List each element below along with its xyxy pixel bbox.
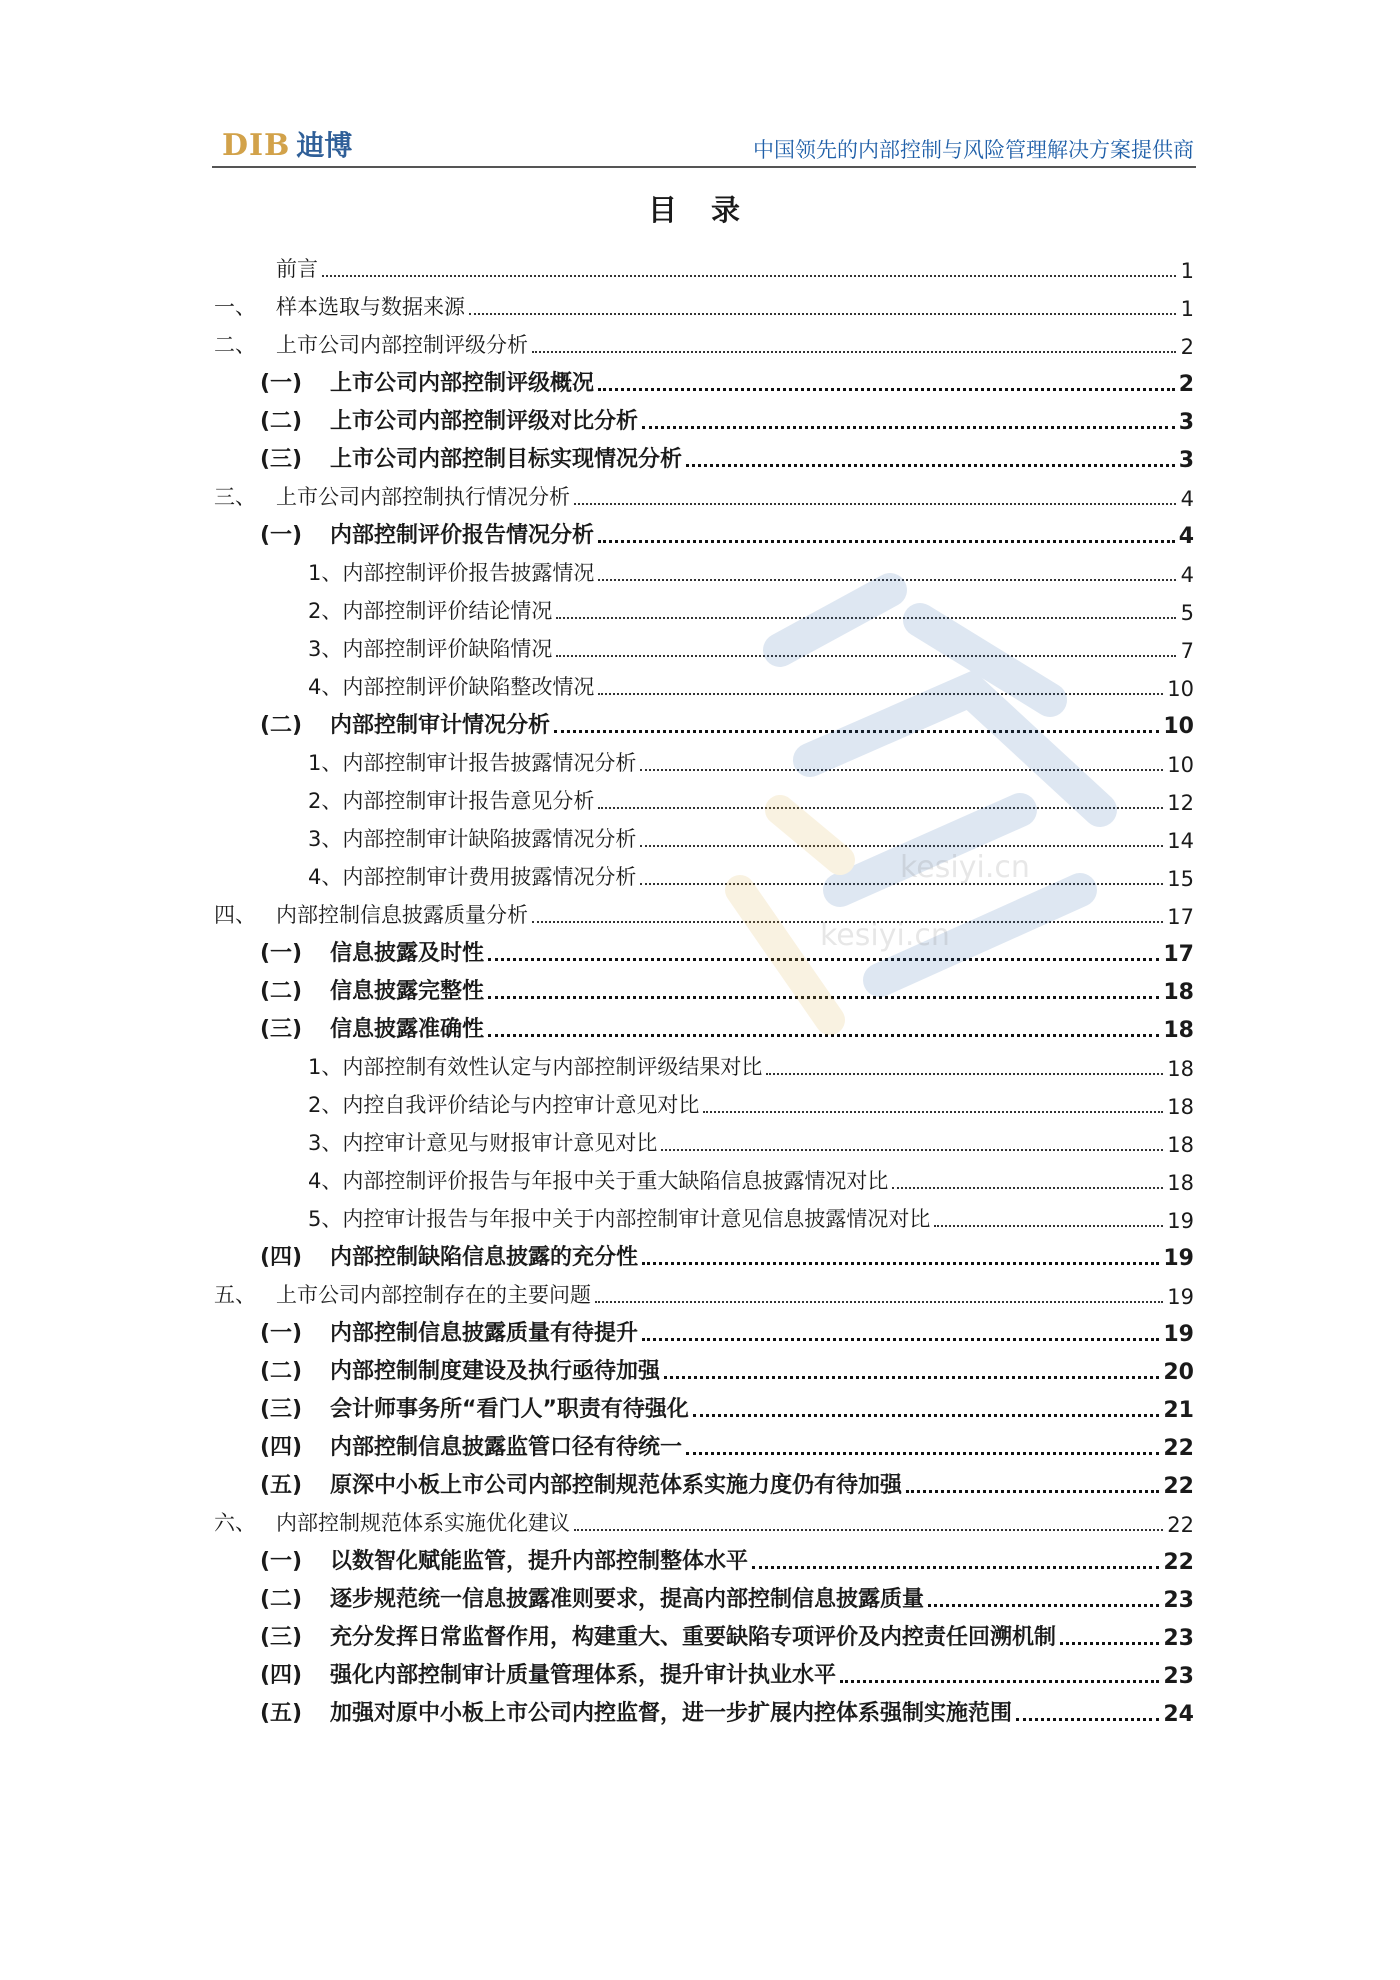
toc-entry-number: (四) <box>260 1435 303 1460</box>
toc-leader-dots <box>752 1566 1159 1569</box>
watermark-url: kesiyi.cn <box>820 918 950 953</box>
toc-entry-page: 21 <box>1163 1398 1194 1423</box>
toc-leader-dots <box>598 807 1163 809</box>
toc-leader-dots <box>686 1452 1159 1455</box>
toc-entry[interactable] <box>214 1423 1194 1461</box>
toc-leader-dots <box>598 693 1163 695</box>
toc-entry[interactable] <box>214 1613 1194 1651</box>
header-tagline: 中国领先的内部控制与风险管理解决方案提供商 <box>753 138 1194 162</box>
toc-entry-title: 内部控制信息披露监管口径有待统一 <box>330 1435 683 1460</box>
toc-leader-dots <box>892 1187 1163 1189</box>
toc-entry-title: 3、内部控制评价缺陷情况 <box>308 637 553 661</box>
toc-entry-title: 前言 <box>276 257 318 281</box>
toc-leader-dots <box>640 845 1163 847</box>
toc-entry-title: 内部控制评价报告情况分析 <box>330 523 595 548</box>
toc-entry[interactable] <box>214 1195 1194 1233</box>
toc-entry-number: (二) <box>260 713 303 738</box>
toc-entry-title: 1、内部控制有效性认定与内部控制评级结果对比 <box>308 1055 763 1079</box>
toc-entry[interactable] <box>214 1689 1194 1727</box>
toc-entry-number: (二) <box>260 409 303 434</box>
toc-entry[interactable] <box>214 1347 1194 1385</box>
toc-entry-number: 一、 <box>214 295 256 319</box>
logo-chinese-text: 迪博 <box>296 129 353 162</box>
toc-entry-page: 19 <box>1167 1209 1194 1233</box>
toc-leader-dots <box>556 617 1176 619</box>
toc-entry-page: 10 <box>1167 753 1194 777</box>
toc-entry-title: 3、内控审计意见与财报审计意见对比 <box>308 1131 658 1155</box>
toc-entry-page: 3 <box>1178 410 1194 435</box>
toc-entry-number: (三) <box>260 1017 303 1042</box>
toc-leader-dots <box>574 503 1176 505</box>
toc-entry-title: 1、内部控制评价报告披露情况 <box>308 561 595 585</box>
toc-entry[interactable] <box>214 473 1194 511</box>
toc-entry[interactable] <box>214 397 1194 435</box>
toc-entry-page: 7 <box>1180 639 1194 663</box>
toc-entry-title: 以数智化赋能监管，提升内部控制整体水平 <box>330 1549 749 1574</box>
toc-entry-number: (一) <box>260 371 303 396</box>
toc-entry-title: 上市公司内部控制存在的主要问题 <box>276 1283 591 1307</box>
toc-leader-dots <box>664 1376 1159 1379</box>
toc-entry-page: 2 <box>1180 335 1194 359</box>
toc-entry-page: 15 <box>1167 867 1194 891</box>
toc-entry[interactable] <box>214 1157 1194 1195</box>
toc-entry[interactable] <box>214 1499 1194 1537</box>
toc-entry-page: 19 <box>1163 1246 1194 1271</box>
toc-entry-title: 原深中小板上市公司内部控制规范体系实施力度仍有待加强 <box>330 1473 903 1498</box>
toc-entry-page: 24 <box>1163 1702 1194 1727</box>
page-header <box>212 122 1196 168</box>
toc-leader-dots <box>598 579 1176 581</box>
toc-leader-dots <box>488 1034 1159 1037</box>
toc-leader-dots <box>532 351 1176 353</box>
toc-entry[interactable] <box>214 967 1194 1005</box>
toc-entry-page: 19 <box>1167 1285 1194 1309</box>
toc-leader-dots <box>840 1680 1159 1683</box>
toc-leader-dots <box>686 464 1175 467</box>
toc-entry-title: 内部控制制度建设及执行亟待加强 <box>330 1359 661 1384</box>
toc-entry[interactable] <box>214 1651 1194 1689</box>
toc-entry-page: 22 <box>1163 1436 1194 1461</box>
toc-entry-page: 17 <box>1167 905 1194 929</box>
toc-leader-dots <box>934 1225 1163 1227</box>
toc-entry-page: 18 <box>1167 1133 1194 1157</box>
toc-entry-title: 4、内部控制审计费用披露情况分析 <box>308 865 637 889</box>
toc-entry-number: (一) <box>260 523 303 548</box>
toc-entry[interactable] <box>214 1043 1194 1081</box>
toc-leader-dots <box>906 1490 1159 1493</box>
toc-entry-number: (二) <box>260 979 303 1004</box>
toc-leader-dots <box>1060 1642 1159 1645</box>
toc-entry-number: (三) <box>260 1397 303 1422</box>
toc-entry-number: (二) <box>260 1587 303 1612</box>
toc-leader-dots <box>642 1338 1159 1341</box>
toc-entry[interactable] <box>214 321 1194 359</box>
toc-entry[interactable] <box>214 853 1194 891</box>
toc-entry-title: 逐步规范统一信息披露准则要求，提高内部控制信息披露质量 <box>330 1587 925 1612</box>
toc-leader-dots <box>556 655 1176 657</box>
toc-entry[interactable] <box>214 1309 1194 1347</box>
toc-leader-dots <box>488 958 1159 961</box>
toc-entry-page: 3 <box>1178 448 1194 473</box>
toc-leader-dots <box>595 1301 1163 1303</box>
toc-entry-title: 4、内部控制评价缺陷整改情况 <box>308 675 595 699</box>
toc-entry[interactable] <box>214 929 1194 967</box>
toc-entry-page: 10 <box>1167 677 1194 701</box>
toc-leader-dots <box>766 1073 1163 1075</box>
toc-entry-page: 12 <box>1167 791 1194 815</box>
toc-entry-page: 20 <box>1163 1360 1194 1385</box>
toc-leader-dots <box>574 1529 1163 1531</box>
toc-entry-page: 18 <box>1167 1095 1194 1119</box>
toc-entry-page: 18 <box>1163 980 1194 1005</box>
toc-entry-number: (三) <box>260 447 303 472</box>
toc-entry-title: 会计师事务所“看门人”职责有待强化 <box>330 1397 689 1422</box>
toc-entry-number: (二) <box>260 1359 303 1384</box>
toc-title: 目 录 <box>647 193 753 227</box>
toc-leader-dots <box>488 996 1159 999</box>
toc-entry[interactable] <box>214 777 1194 815</box>
toc-entry-number: (五) <box>260 1701 303 1726</box>
toc-leader-dots <box>693 1414 1159 1417</box>
toc-entry[interactable] <box>214 1081 1194 1119</box>
toc-entry-title: 强化内部控制审计质量管理体系，提升审计执业水平 <box>330 1663 837 1688</box>
toc-entry[interactable] <box>214 1461 1194 1499</box>
toc-entry-title: 上市公司内部控制执行情况分析 <box>276 485 570 509</box>
toc-entry-page: 14 <box>1167 829 1194 853</box>
toc-leader-dots <box>640 769 1163 771</box>
toc-entry[interactable] <box>214 1385 1194 1423</box>
toc-entry-title: 内部控制信息披露质量分析 <box>276 903 528 927</box>
toc-entry[interactable] <box>214 549 1194 587</box>
toc-entry-title: 2、内部控制审计报告意见分析 <box>308 789 595 813</box>
toc-entry-title: 充分发挥日常监督作用，构建重大、重要缺陷专项评价及内控责任回溯机制 <box>330 1625 1057 1650</box>
toc-entry-title: 4、内部控制评价报告与年报中关于重大缺陷信息披露情况对比 <box>308 1169 889 1193</box>
toc-entry-number: 三、 <box>214 485 256 509</box>
toc-leader-dots <box>554 730 1159 733</box>
toc-entry-page: 4 <box>1178 524 1194 549</box>
toc-entry[interactable] <box>214 359 1194 397</box>
watermark-url: kesiyi.cn <box>900 850 1030 885</box>
toc-entry-title: 信息披露完整性 <box>330 979 485 1004</box>
toc-entry-page: 18 <box>1163 1018 1194 1043</box>
toc-leader-dots <box>642 1262 1159 1265</box>
toc-leader-dots <box>469 313 1176 315</box>
toc-entry[interactable] <box>214 1233 1194 1271</box>
toc-leader-dots <box>322 275 1176 277</box>
toc-entry[interactable] <box>214 739 1194 777</box>
toc-leader-dots <box>661 1149 1163 1151</box>
toc-entry-title: 内部控制审计情况分析 <box>330 713 551 738</box>
toc-entry-title: 内部控制缺陷信息披露的充分性 <box>330 1245 639 1270</box>
toc-entry-page: 22 <box>1163 1550 1194 1575</box>
toc-entry-page: 23 <box>1163 1588 1194 1613</box>
toc-entry-title: 3、内部控制审计缺陷披露情况分析 <box>308 827 637 851</box>
toc-leader-dots <box>642 426 1175 429</box>
toc-entry-page: 1 <box>1180 297 1194 321</box>
toc-entry[interactable] <box>214 815 1194 853</box>
toc-entry-number: 六、 <box>214 1511 256 1535</box>
toc-entry-page: 2 <box>1178 372 1194 397</box>
toc-entry-number: 五、 <box>214 1283 256 1307</box>
toc-entry[interactable] <box>214 663 1194 701</box>
toc-entry[interactable] <box>214 1271 1194 1309</box>
toc-entry-title: 信息披露准确性 <box>330 1017 485 1042</box>
toc-entry-title: 样本选取与数据来源 <box>276 295 465 319</box>
toc-entry-title: 1、内部控制审计报告披露情况分析 <box>308 751 637 775</box>
toc-entry-title: 信息披露及时性 <box>330 941 485 966</box>
toc-entry-title: 上市公司内部控制目标实现情况分析 <box>330 447 683 472</box>
toc-entry-page: 22 <box>1167 1513 1194 1537</box>
toc-entry[interactable] <box>214 587 1194 625</box>
toc-entry-page: 18 <box>1167 1057 1194 1081</box>
toc-entry-title: 加强对原中小板上市公司内控监督，进一步扩展内控体系强制实施范围 <box>330 1701 1013 1726</box>
toc-entry-number: (三) <box>260 1625 303 1650</box>
toc-leader-dots <box>598 388 1175 391</box>
toc-entry-page: 4 <box>1180 487 1194 511</box>
toc-entry-title: 2、内控自我评价结论与内控审计意见对比 <box>308 1093 700 1117</box>
toc-entry-page: 18 <box>1167 1171 1194 1195</box>
toc-entry[interactable] <box>214 1119 1194 1157</box>
toc-entry[interactable] <box>214 1005 1194 1043</box>
toc-entry[interactable] <box>214 701 1194 739</box>
toc-entry[interactable] <box>214 283 1194 321</box>
toc-entry-number: (四) <box>260 1663 303 1688</box>
toc-entry[interactable] <box>214 891 1194 929</box>
toc-entry[interactable] <box>214 245 1194 283</box>
toc-entry-number: (一) <box>260 941 303 966</box>
toc-entry-page: 4 <box>1180 563 1194 587</box>
toc-entry-page: 10 <box>1163 714 1194 739</box>
toc-entry-title: 上市公司内部控制评级分析 <box>276 333 528 357</box>
toc-entry[interactable] <box>214 1537 1194 1575</box>
toc-entry-number: (五) <box>260 1473 303 1498</box>
logo-latin-text: DIB <box>222 128 291 163</box>
toc-entry-page: 5 <box>1180 601 1194 625</box>
toc-leader-dots <box>703 1111 1163 1113</box>
dib-logo <box>222 124 352 164</box>
toc-entry-page: 19 <box>1163 1322 1194 1347</box>
toc-entry[interactable] <box>214 435 1194 473</box>
toc-entry-page: 23 <box>1163 1664 1194 1689</box>
toc-entry-number: (一) <box>260 1321 303 1346</box>
toc-entry-title: 5、内控审计报告与年报中关于内部控制审计意见信息披露情况对比 <box>308 1207 931 1231</box>
toc-entry[interactable] <box>214 625 1194 663</box>
toc-entry[interactable] <box>214 511 1194 549</box>
toc-entry-title: 上市公司内部控制评级概况 <box>330 371 595 396</box>
toc-leader-dots <box>598 540 1175 543</box>
toc-entry[interactable] <box>214 1575 1194 1613</box>
toc-leader-dots <box>928 1604 1159 1607</box>
toc-entry-page: 1 <box>1180 259 1194 283</box>
toc-leader-dots <box>1016 1718 1159 1721</box>
toc-entry-number: 四、 <box>214 903 256 927</box>
toc-entry-number: (一) <box>260 1549 303 1574</box>
toc-entry-title: 2、内部控制评价结论情况 <box>308 599 553 623</box>
toc-entry-title: 内部控制信息披露质量有待提升 <box>330 1321 639 1346</box>
toc-entry-number: 二、 <box>214 333 256 357</box>
toc-entry-page: 22 <box>1163 1474 1194 1499</box>
toc-entry-title: 内部控制规范体系实施优化建议 <box>276 1511 570 1535</box>
toc-entry-number: (四) <box>260 1245 303 1270</box>
toc-entry-title: 上市公司内部控制评级对比分析 <box>330 409 639 434</box>
table-of-contents <box>214 245 1194 1727</box>
toc-entry-page: 23 <box>1163 1626 1194 1651</box>
toc-entry-page: 17 <box>1163 942 1194 967</box>
